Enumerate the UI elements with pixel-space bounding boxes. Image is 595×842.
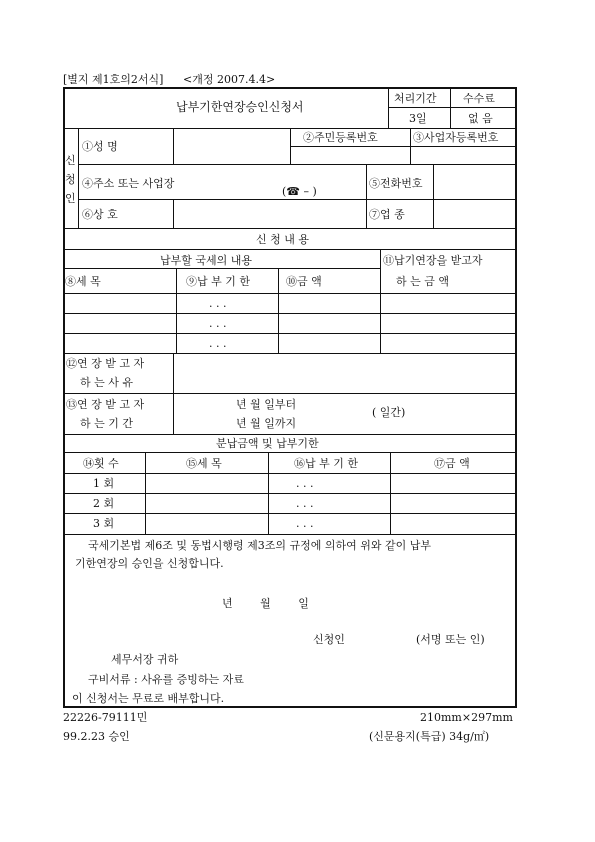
signature-label: (서명 또는 인)	[416, 633, 485, 646]
statement-line-1: 국세기본법 제6조 및 동법시행령 제3조의 규정에 의하여 위와 같이 납부	[88, 539, 431, 552]
due-date-dots-2: . . .	[209, 317, 227, 330]
required-documents: 구비서류 : 사유를 증빙하는 자료	[88, 673, 244, 686]
trade-name-label: ⑥상 호	[82, 208, 118, 221]
applicant-side-label-1: 신	[65, 154, 76, 167]
extension-amount-label-2: 하 는 금 액	[396, 275, 449, 288]
statement-applicant-label: 신청인	[313, 633, 345, 646]
applicant-side-label-2: 청	[65, 173, 76, 186]
business-type-field[interactable]	[434, 200, 514, 227]
period-days: ( 일간)	[372, 406, 406, 419]
period-from: 년 월 일부터	[236, 398, 297, 411]
form-code: 22226-79111민	[63, 711, 148, 724]
tax-item-label: ⑧세 목	[65, 275, 101, 288]
fee-value: 없 음	[468, 112, 493, 125]
address-field[interactable]	[174, 165, 365, 198]
rrn-label: ②주민등록번호	[303, 131, 378, 144]
reason-label-2: 하 는 사 유	[80, 376, 133, 389]
approval-date: 99.2.23 승인	[63, 730, 130, 743]
installment-row-3: 3 회	[93, 517, 115, 530]
installment-row-1: 1 회	[93, 477, 115, 490]
reason-label-1: ⑫연 장 받 고 자	[66, 357, 145, 370]
installment-dots-3: . . .	[296, 517, 314, 530]
form-title: 납부기한연장승인신청서	[176, 100, 304, 114]
due-date-dots-1: . . .	[209, 297, 227, 310]
trade-name-field[interactable]	[174, 200, 365, 227]
business-type-label: ⑦업 종	[369, 208, 405, 221]
period-label-2: 하 는 기 간	[80, 417, 133, 430]
due-date-dots-3: . . .	[209, 337, 227, 350]
installment-title: 분납금액 및 납부기한	[216, 437, 319, 450]
period-to: 년 월 일까지	[236, 417, 297, 430]
paper-size: 210mm×297mm	[420, 711, 513, 724]
biz-no-label: ③사업자등록번호	[413, 131, 499, 144]
address-label: ④주소 또는 사업장	[82, 177, 175, 190]
phone-field[interactable]	[434, 165, 514, 198]
installment-amount-label: ⑰금 액	[434, 457, 470, 470]
installment-due-label: ⑯납 부 기 한	[294, 457, 358, 470]
reason-field[interactable]	[174, 354, 514, 392]
addressee: 세무서장 귀하	[111, 653, 179, 666]
phone-label: ⑤전화번호	[369, 177, 423, 190]
fee-label: 수수료	[463, 92, 495, 105]
period-label-1: ⑬연 장 받 고 자	[66, 398, 145, 411]
processing-period-value: 3일	[409, 112, 427, 125]
installment-count-label: ⑭횟 수	[83, 457, 119, 470]
applicant-side-label-3: 인	[65, 192, 76, 205]
processing-period-label: 처리기간	[394, 92, 437, 105]
installment-item-label: ⑮세 목	[186, 457, 222, 470]
name-field[interactable]	[174, 129, 289, 163]
free-distribution-note: 이 신청서는 무료로 배부합니다.	[72, 692, 225, 705]
name-label: ①성 명	[82, 140, 118, 153]
statement-date: 년 월 일	[222, 597, 309, 610]
form-number: [별지 제1호의2서식]	[63, 73, 164, 86]
rrn-field[interactable]	[291, 147, 409, 163]
installment-row-2: 2 회	[93, 497, 115, 510]
amount-label: ⑩금 액	[286, 275, 322, 288]
installment-dots-2: . . .	[296, 497, 314, 510]
revision-date: <개정 2007.4.4>	[183, 73, 276, 86]
tax-content-group-label: 납부할 국세의 내용	[160, 254, 253, 267]
statement-line-2: 기한연장의 승인을 신청합니다.	[75, 557, 224, 570]
due-date-label: ⑨납 부 기 한	[186, 275, 250, 288]
request-section-title: 신 청 내 용	[256, 233, 309, 246]
biz-no-field[interactable]	[411, 147, 514, 163]
phone-placeholder: (☎ – )	[282, 185, 317, 198]
paper-type: (신문용지(특급) 34g/㎡)	[369, 730, 490, 743]
installment-dots-1: . . .	[296, 477, 314, 490]
extension-amount-label-1: ⑪납기연장을 받고자	[383, 254, 483, 267]
